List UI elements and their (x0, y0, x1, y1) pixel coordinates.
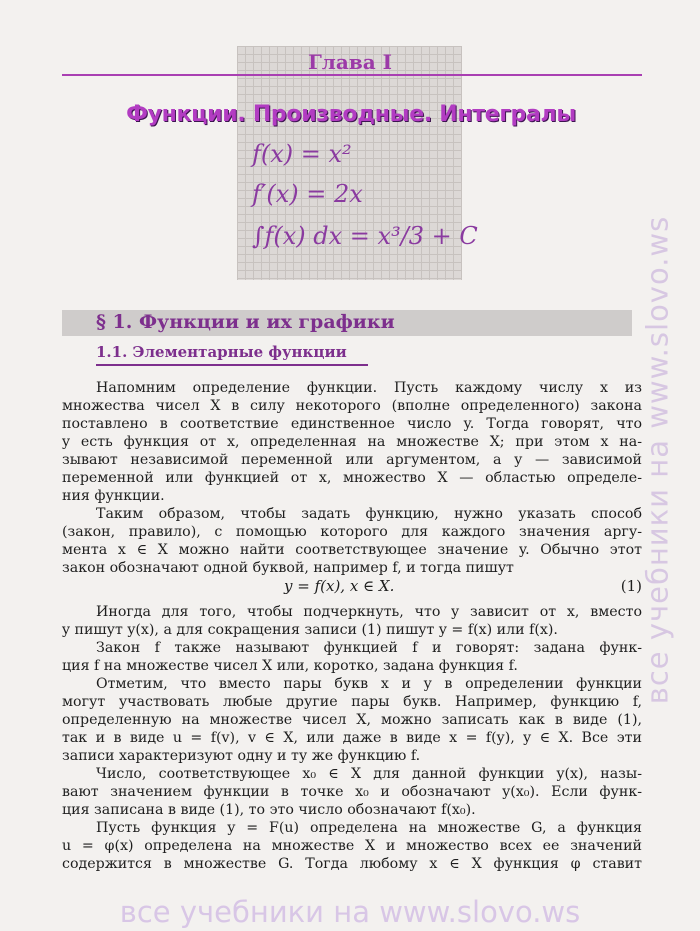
body-line: Напомним определение функции. Пусть каждому числу x из (96, 380, 642, 396)
subsection-underline (96, 364, 368, 366)
body-line: ния функции. (62, 488, 165, 504)
chapter-formula-2: f′(x) = 2x (252, 180, 363, 208)
body-line: Таким образом, чтобы задать функцию, нужно указать способ (96, 506, 642, 522)
subsection-title: 1.1. Элементарные функции (96, 343, 347, 361)
body-line: Иногда для того, чтобы подчеркнуть, что y зависит от x, вместо (96, 604, 642, 620)
section-title: § 1. Функции и их графики (96, 311, 395, 333)
body-line: записи характеризуют одну и ту же функцию f. (62, 748, 421, 764)
body-line: y есть функция от x, определенная на множестве X; при этом x на- (62, 434, 642, 450)
chapter-formula-1: f(x) = x² (252, 140, 352, 168)
body-line: закон обозначают одной буквой, например f, и тогда пишут (62, 560, 514, 576)
body-line: зывают независимой переменной или аргументом, а y — зависимой (62, 452, 642, 468)
body-line: содержится в множестве G. Тогда любому x ∈ X функция φ ставит (62, 856, 642, 872)
body-line: мента x ∈ X можно найти соответствующее значение y. Обычно этот (62, 542, 642, 558)
body-line: y пишут y(x), а для сокращения записи (1) пишут y = f(x) или f(x). (62, 622, 558, 638)
body-line: Пусть функция y = F(u) определена на множестве G, а функция (96, 820, 642, 836)
body-line: ция записана в виде (1), то это число обозначают f(x₀). (62, 802, 476, 818)
body-line: Закон f также называют функцией f и говорят: задана функ- (96, 640, 642, 656)
body-line: множества чисел X в силу некоторого (вполне определенного) закона (62, 398, 642, 414)
body-line: Отметим, что вместо пары букв x и y в определении функции (96, 676, 642, 692)
formula-text: y = f(x), x ∈ X. (284, 577, 395, 595)
body-line: u = φ(x) определена на множестве X и множество всех ее значений (62, 838, 642, 854)
body-line: так и в виде u = f(v), v ∈ X, или даже в виде x = f(y), y ∈ X. Все эти (62, 730, 642, 746)
chapter-title: Функции. Производные. Интегралы (126, 102, 576, 127)
chapter-label: Глава I (307, 50, 393, 74)
body-line: (закон, правило), с помощью которого для каждого значения аргу- (62, 524, 642, 540)
body-line: могут участвовать любые другие пары букв. Например, функцию f, (62, 694, 642, 710)
body-line: переменной или функцией от x, множество X — областью определе- (62, 470, 642, 486)
body-line: определенную на множестве чисел X, можно записать как в виде (1), (62, 712, 642, 728)
body-line: вают значением функции в точке x₀ и обозначают y(x₀). Если функ- (62, 784, 642, 800)
formula-number: (1) (620, 577, 642, 595)
chapter-rule (62, 74, 642, 76)
body-line: Число, соответствующее x₀ ∈ X для данной функции y(x), назы- (96, 766, 642, 782)
body-line: поставлено в соответствие единственное число y. Тогда говорят, что (62, 416, 642, 432)
body-line: ция f на множестве чисел X или, коротко, задана функция f. (62, 658, 518, 674)
side-watermark-text: все учебники на www.slovo.ws (640, 215, 674, 705)
chapter-formula-3: ∫f(x) dx = x³/3 + C (252, 222, 478, 250)
bottom-watermark: все учебники на www.slovo.ws (119, 895, 581, 929)
